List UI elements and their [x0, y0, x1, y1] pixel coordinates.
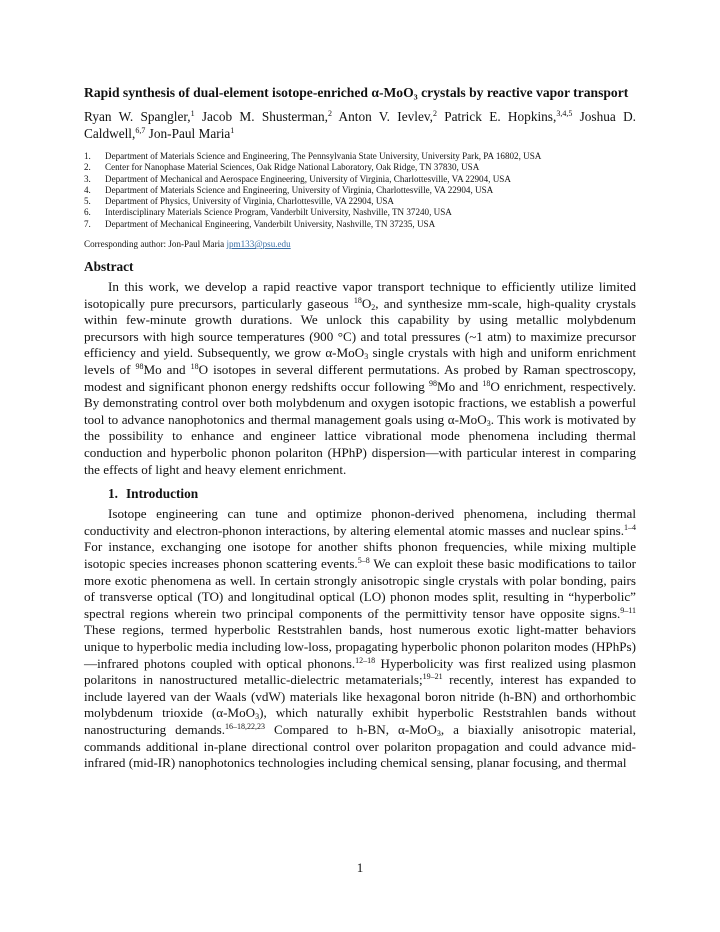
superscript: 5–8 [357, 555, 370, 565]
page-content [84, 84, 636, 772]
superscript: 1–4 [624, 522, 636, 532]
affiliation-number: 4. [84, 184, 91, 195]
affiliation-number: 1. [84, 151, 91, 161]
superscript: 98 [135, 362, 144, 372]
affiliation-number: 6. [84, 207, 91, 218]
affiliation-number: 5. [84, 196, 91, 207]
affiliation-item [84, 162, 636, 173]
affiliation-number: 3. [84, 173, 91, 184]
affiliation-item [84, 207, 636, 218]
affiliation-marker: 1 [230, 126, 235, 135]
text-run: Isotope engineering can tune and optimize phonon-derived phenomena, including thermal conductivity and electron-phonon interactions, by altering elemental atomic masses and nuclear spins. [84, 506, 636, 538]
section-number: 1. [108, 486, 118, 502]
affiliation-marker: 2 [432, 109, 437, 118]
text-run: O enrichment, respectively. By demonstrating control over both molybdenum and oxygen isotopic fractions, we establish a powerful tool to advance nanophotonics and thermal management goals using α-MoO [84, 378, 636, 427]
superscript: 18 [353, 295, 362, 305]
affiliation-item [84, 174, 636, 185]
corresponding-email-link[interactable]: jpm133@psu.edu [226, 239, 291, 250]
affiliation-marker: 3,4,5 [556, 109, 573, 118]
affiliation-marker: 6,7 [135, 126, 146, 135]
introduction-heading [84, 485, 636, 503]
text-run: recently, interest has expanded to include layered van der Waals (vdW) materials like hexagonal boron nitride (h-BN) and orthorhombic molybdenum trioxide (α-MoO [84, 672, 636, 721]
text-run: . This work is motivated by the possibility to enhance and engineer lattice vibrational mode phenomena including thermal conduction and hyperbolic phonon polariton (HPhP) dispersion—with particular interest in comparing the effects of light and heavy element enrichment. [84, 411, 636, 477]
subscript: 3 [486, 418, 491, 428]
affiliation-number: 7. [84, 218, 91, 229]
superscript: 18 [190, 362, 199, 372]
text-run: ), which naturally exhibit hyperbolic Reststrahlen bands without nanostructuring demands. [84, 705, 637, 737]
author-name: Patrick E. Hopkins, [444, 109, 557, 124]
text-run: O isotopes in several different permutations. As probed by Raman spectroscopy, modest and significant phonon energy redshifts occur following [84, 362, 636, 394]
corresponding-author-label: Corresponding author: Jon-Paul Maria [84, 239, 225, 250]
affiliation-item [84, 151, 636, 162]
author-name: Joshua D. Caldwell, [84, 109, 636, 141]
text-run: Compared to h-BN, α-MoO [264, 721, 437, 737]
text-run: For instance, exchanging one isotope for another shifts phonon frequencies, while mixing multiple isotopic species increases phonon scattering events. [84, 539, 636, 571]
affiliation-marker: 1 [190, 109, 195, 118]
affiliation-text: Department of Mechanical and Aerospace Engineering, University of Virginia, Charlottesville, VA 22904, USA [105, 173, 511, 184]
affiliation-text: Center for Nanophase Material Sciences, Oak Ridge National Laboratory, Oak Ridge, TN 37830, USA [105, 162, 480, 173]
affiliation-text: Department of Mechanical Engineering, Vanderbilt University, Nashville, TN 37235, USA [105, 218, 436, 229]
affiliation-text: Department of Materials Science and Engineering, University of Virginia, Charlottesville, VA 22904, USA [105, 184, 494, 195]
affiliation-item [84, 185, 636, 196]
affiliation-marker: 2 [327, 109, 332, 118]
text-run: , and synthesize mm-scale, high-quality crystals within few-minute growth durations. We unlock this capability by using metallic molybdenum precursors with high source temperatures (900 °C) and total pressures (~1 atm) to maximize precursor efficiency and yield. Subsequently, we grow α-MoO [84, 295, 637, 361]
text-run: Mo and [436, 378, 483, 394]
abstract-paragraph [84, 279, 636, 478]
author-name: Jon-Paul Maria [148, 126, 231, 141]
affiliation-list [84, 151, 636, 230]
text-run: single crystals with high and uniform enrichment levels of [84, 345, 637, 378]
superscript: 9–11 [620, 605, 636, 615]
text-run: Mo and [143, 362, 191, 378]
text-run: , a biaxially anisotropic material, commands additional in-plane directional control over polariton propagation and could advance mid-infrared (mid-IR) nanophotonics technologies including chemical sensing, planar focusing, and thermal [84, 721, 637, 771]
superscript: 19–21 [422, 672, 443, 682]
text-run: These regions, termed hyperbolic Reststrahlen bands, host numerous exotic light-matter behaviors unique to hyperbolic media including low-loss, propagating hyperbolic phonon polariton modes (HPhPs)—infrared photons coupled with optical phonons. [84, 622, 636, 671]
text-run: Hyperbolicity was first realized using plasmon polaritons in nanostructured metallic-dielectric metamaterials; [84, 655, 637, 688]
subscript: 3 [436, 728, 441, 738]
affiliation-item [84, 219, 636, 230]
corresponding-author [84, 238, 636, 250]
superscript: 18 [482, 378, 491, 388]
text-run: We can exploit these basic modifications to tailor more exotic phenomena as well. In certain strongly anisotropic single crystals with polar bonding, pairs of transverse optical (TO) and longitudinal optical (LO) phonon modes split, resulting in “hyperbolic” spectral regions wherein two principal components of the permittivity tensor have opposite signs. [84, 555, 636, 621]
text-run: O [361, 295, 372, 311]
affiliation-text: Department of Materials Science and Engineering, The Pennsylvania State University, University Park, PA 16802, USA [105, 151, 542, 161]
subscript: 3 [364, 352, 369, 362]
paper-title: Rapid synthesis of dual-element isotope-enriched α-MoO₃ crystals by reactive vapor transport [84, 85, 629, 100]
subscript: 3 [255, 712, 260, 722]
subscript: 2 [371, 302, 376, 312]
author-name: Anton V. Ievlev, [338, 109, 433, 124]
superscript: 12–18 [355, 655, 376, 665]
superscript: 98 [428, 378, 437, 388]
superscript: 16–18,22,23 [224, 721, 265, 731]
affiliation-item [84, 196, 636, 207]
author-list [84, 108, 636, 142]
affiliation-text: Department of Physics, University of Virginia, Charlottesville, VA 22904, USA [105, 196, 395, 207]
author-name: Ryan W. Spangler, [84, 109, 191, 124]
author-name: Jacob M. Shusterman, [201, 109, 328, 124]
text-run: In this work, we develop a rapid reactive vapor transport technique to efficiently utilize limited isotopically pure precursors, particularly gaseous [84, 279, 636, 311]
abstract-heading: Abstract [84, 259, 134, 275]
affiliation-text: Interdisciplinary Materials Science Program, Vanderbilt University, Nashville, TN 37240, USA [105, 207, 452, 218]
section-title: Introduction [126, 486, 199, 502]
introduction-paragraph [84, 506, 636, 772]
affiliation-number: 2. [84, 162, 91, 173]
page-number: 1 [356, 860, 364, 875]
